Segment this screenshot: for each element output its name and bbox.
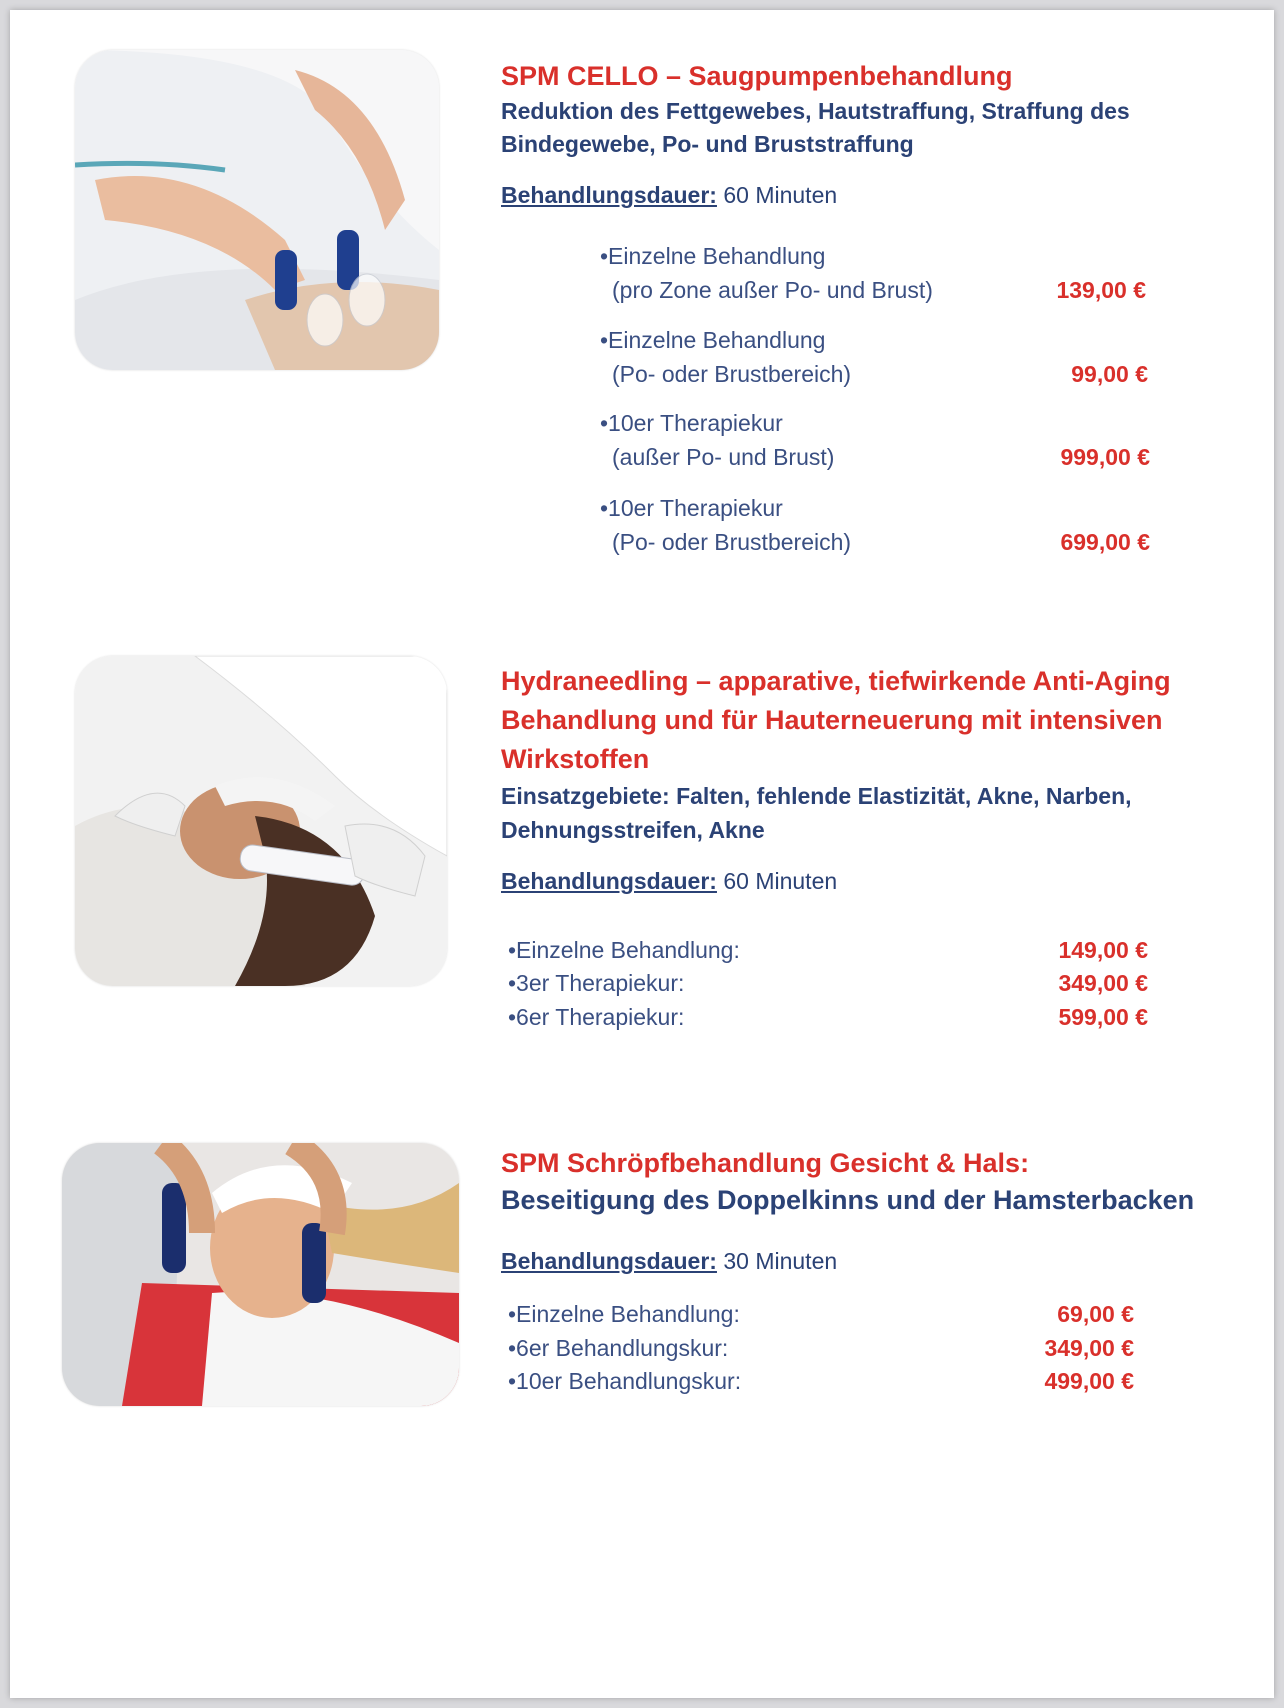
item-price: 69,00 € <box>1057 1301 1134 1327</box>
item-price: 499,00 € <box>1044 1368 1134 1394</box>
item-label: •6er Behandlungskur: <box>508 1335 729 1361</box>
item-label: •6er Therapiekur: <box>508 1004 685 1030</box>
hydraneedling-subtitle-line-1: Einsatzgebiete: Falten, fehlende Elastizität, Akne, Narben, <box>501 783 1132 809</box>
item-price: 999,00 € <box>1060 444 1150 470</box>
hydraneedling-title-line-1: Hydraneedling – apparative, tiefwirkende Anti-Aging <box>501 666 1171 696</box>
hydraneedling-treatment-photo <box>75 656 447 986</box>
cupping-duration <box>501 1246 837 1276</box>
item-label: •Einzelne Behandlung <box>600 327 826 353</box>
hydraneedling-title-line-3: Wirkstoffen <box>501 744 650 774</box>
item-detail: (außer Po- und Brust) <box>612 444 835 470</box>
duration-label: Behandlungsdauer: <box>501 182 717 208</box>
cello-treatment-photo <box>75 50 439 370</box>
item-price: 599,00 € <box>1058 1004 1148 1030</box>
cello-duration <box>501 180 837 210</box>
item-label: •10er Therapiekur <box>600 410 783 436</box>
item-detail: (Po- oder Brustbereich) <box>612 529 852 555</box>
cello-subtitle-line-1: Reduktion des Fettgewebes, Hautstraffung, Straffung des <box>501 98 1130 124</box>
document-page <box>10 10 1274 1698</box>
item-label: •3er Therapiekur: <box>508 970 685 996</box>
item-price: 699,00 € <box>1060 529 1150 555</box>
item-label: •10er Therapiekur <box>600 495 783 521</box>
item-label: •Einzelne Behandlung: <box>508 1301 740 1327</box>
duration-value: 60 Minuten <box>723 182 838 208</box>
item-label: •10er Behandlungskur: <box>508 1368 742 1394</box>
cello-title: SPM CELLO – Saugpumpenbehandlung <box>501 61 1013 91</box>
item-detail: (pro Zone außer Po- und Brust) <box>612 277 933 303</box>
cello-subtitle-line-2: Bindegewebe, Po- und Bruststraffung <box>501 131 914 157</box>
duration-label: Behandlungsdauer: <box>501 868 717 894</box>
item-price: 99,00 € <box>1071 361 1148 387</box>
item-detail: (Po- oder Brustbereich) <box>612 361 852 387</box>
duration-value: 30 Minuten <box>723 1248 838 1274</box>
item-label: •Einzelne Behandlung <box>600 243 826 269</box>
item-price: 349,00 € <box>1058 970 1148 996</box>
duration-label: Behandlungsdauer: <box>501 1248 717 1274</box>
cupping-treatment-photo <box>62 1143 459 1406</box>
item-price: 139,00 € <box>1056 277 1146 303</box>
cupping-subtitle: Beseitigung des Doppelkinns und der Hamsterbacken <box>501 1185 1195 1215</box>
item-price: 149,00 € <box>1058 937 1148 963</box>
hydraneedling-title-line-2: Behandlung und für Hauterneuerung mit intensiven <box>501 705 1163 735</box>
hydraneedling-subtitle-line-2: Dehnungsstreifen, Akne <box>501 817 765 843</box>
item-price: 349,00 € <box>1044 1335 1134 1361</box>
item-label: •Einzelne Behandlung: <box>508 937 740 963</box>
duration-value: 60 Minuten <box>723 868 838 894</box>
cupping-title: SPM Schröpfbehandlung Gesicht & Hals: <box>501 1148 1030 1178</box>
hydraneedling-duration <box>501 866 837 896</box>
